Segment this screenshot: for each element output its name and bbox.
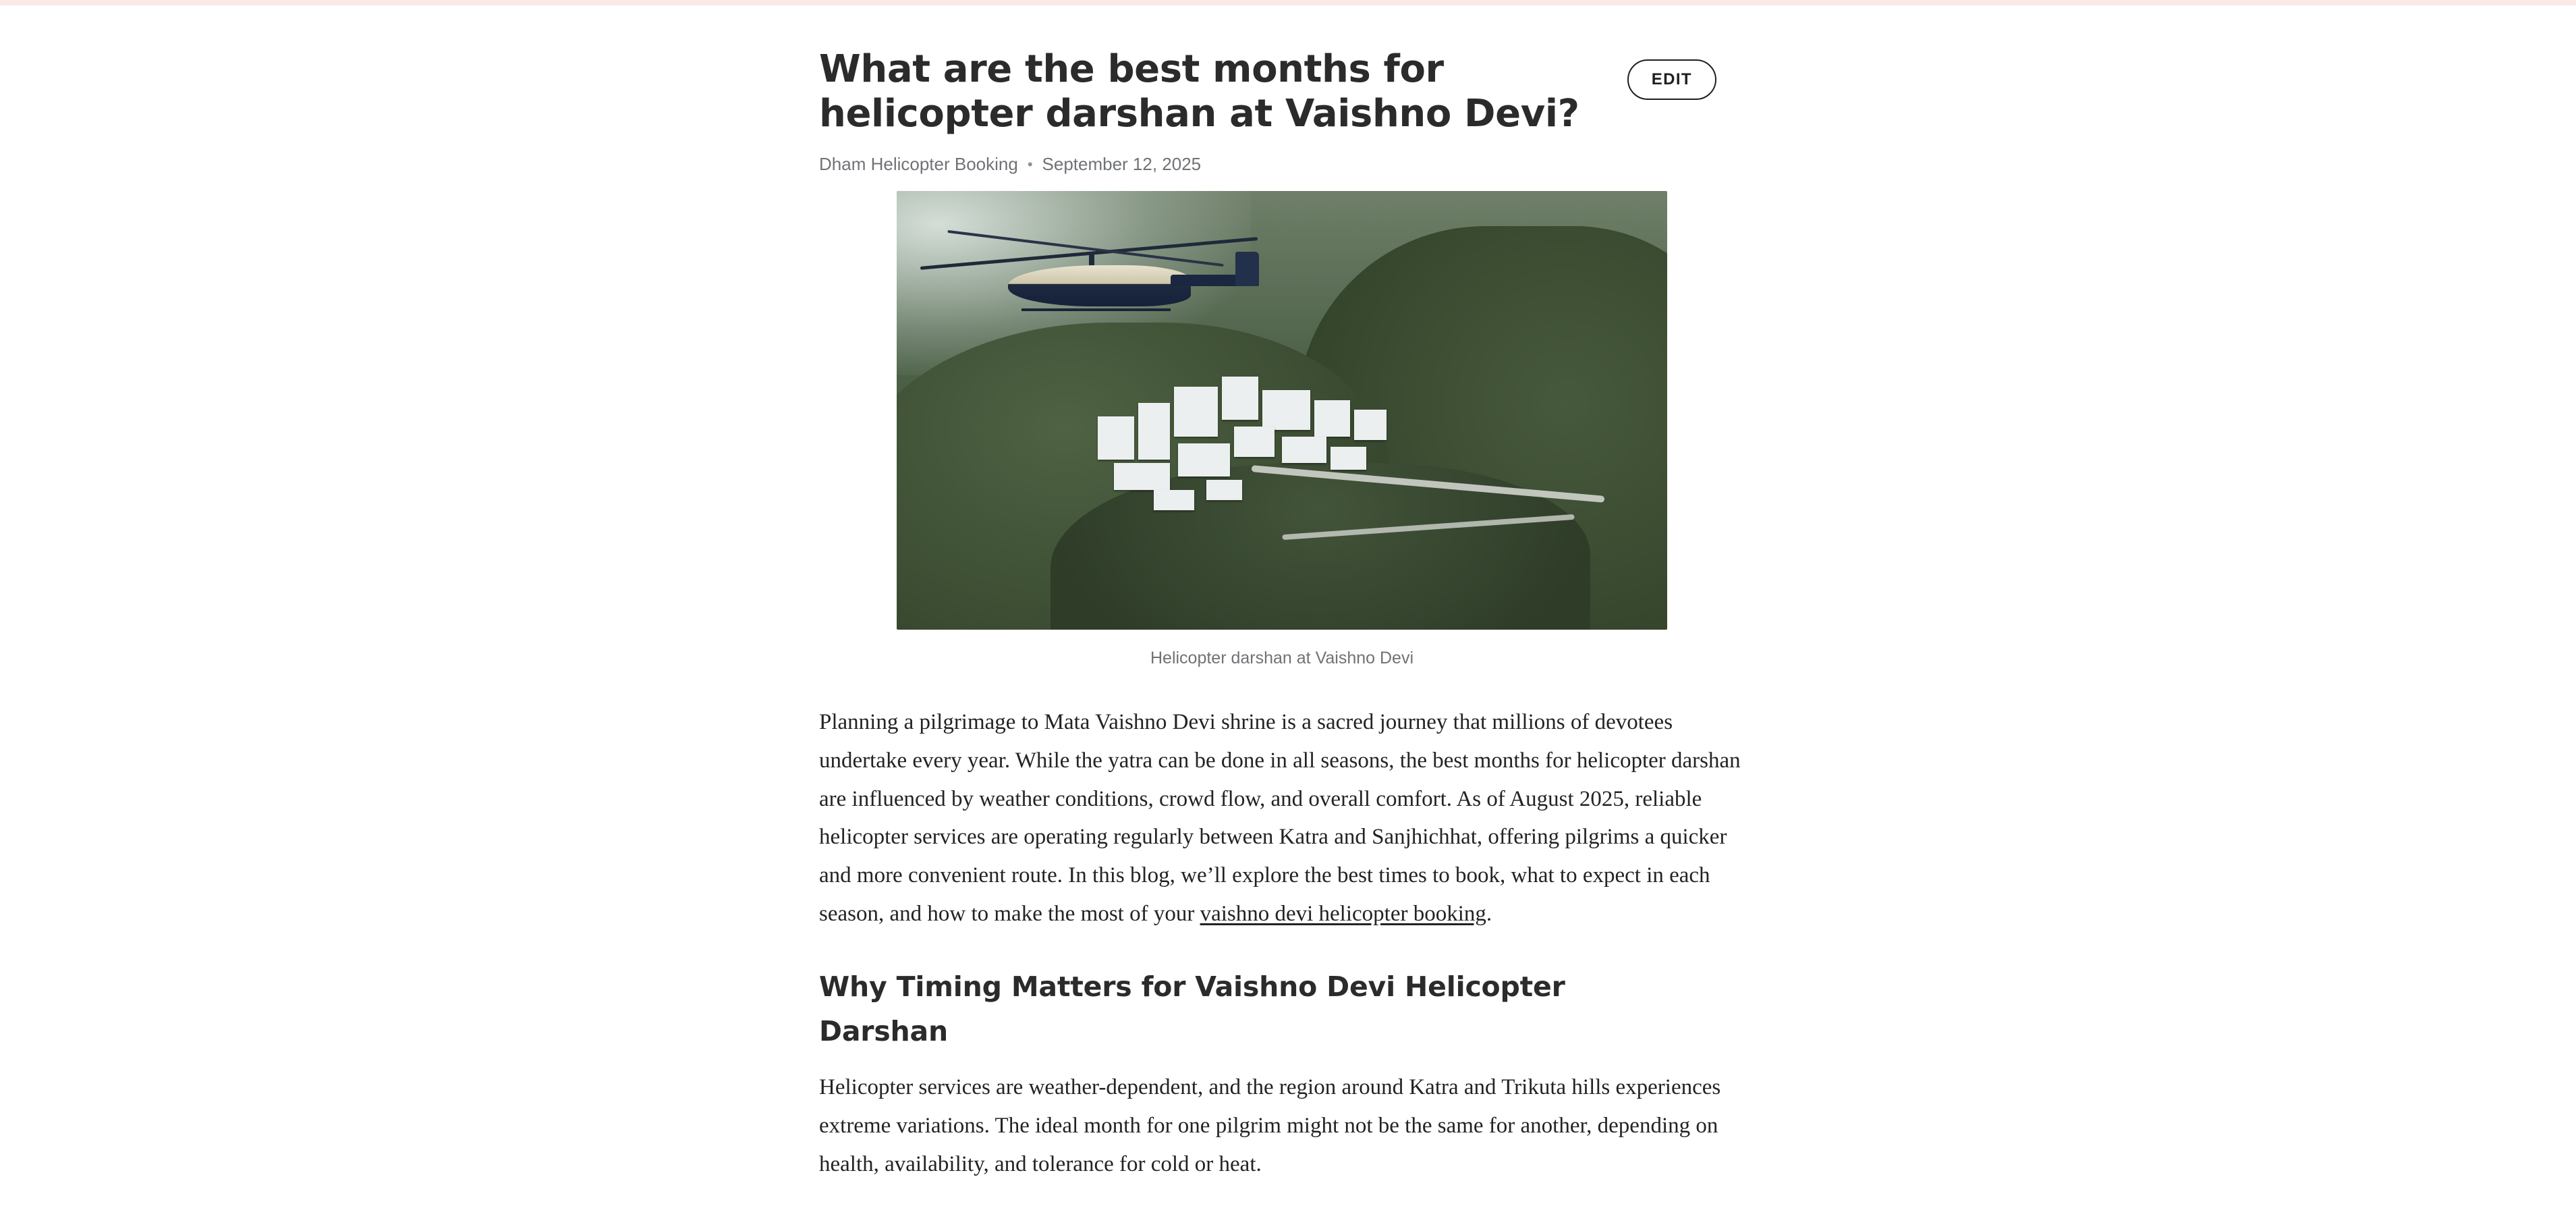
temple-complex xyxy=(1074,366,1475,533)
page-title: What are the best months for helicopter darshan at Vaishno Devi? xyxy=(819,47,1579,136)
image-caption: Helicopter darshan at Vaishno Devi xyxy=(1150,649,1414,668)
intro-paragraph xyxy=(819,703,1745,933)
intro-text-part1: Planning a pilgrimage to Mata Vaishno Devi shrine is a sacred journey that millions of devotees undertake every year. While the yatra can be done in all seasons, the best months for helicopter darshan are influenced by weather conditions, crowd flow, and overall comfort. As of August 2025, reliable helicopter services are operating regularly between Katra and Sanjhichhat, offering pilgrims a quicker and more convenient route. In this blog, we’ll explore the best times to book, what to expect in each season, and how to make the most of your xyxy=(819,710,1741,926)
title-row xyxy=(819,47,1745,136)
byline xyxy=(819,154,1745,175)
section-heading-why-timing-matters: Why Timing Matters for Vaishno Devi Helicopter Darshan xyxy=(819,970,1565,1048)
byline-author: Dham Helicopter Booking xyxy=(819,154,1018,175)
edit-button[interactable]: EDIT xyxy=(1627,59,1716,100)
helicopter-icon xyxy=(920,217,1258,331)
byline-separator: • xyxy=(1027,155,1033,173)
intro-text-part2: . xyxy=(1486,901,1492,926)
top-hairline xyxy=(0,0,2576,5)
hero-figure xyxy=(819,191,1745,668)
page-canvas xyxy=(0,5,2576,1191)
article-container xyxy=(819,5,1745,1184)
hero-image-vaishno-devi xyxy=(897,191,1667,630)
byline-date: September 12, 2025 xyxy=(1042,154,1202,175)
section-paragraph: Helicopter services are weather-dependent, and the region around Katra and Trikuta hills experiences extreme variations. The ideal month for one pilgrim might not be the same for another, depending on health, availability, and tolerance for cold or heat. xyxy=(819,1075,1721,1176)
vaishno-devi-helicopter-booking-link[interactable]: vaishno devi helicopter booking xyxy=(1200,901,1486,926)
article-body xyxy=(819,703,1745,1184)
